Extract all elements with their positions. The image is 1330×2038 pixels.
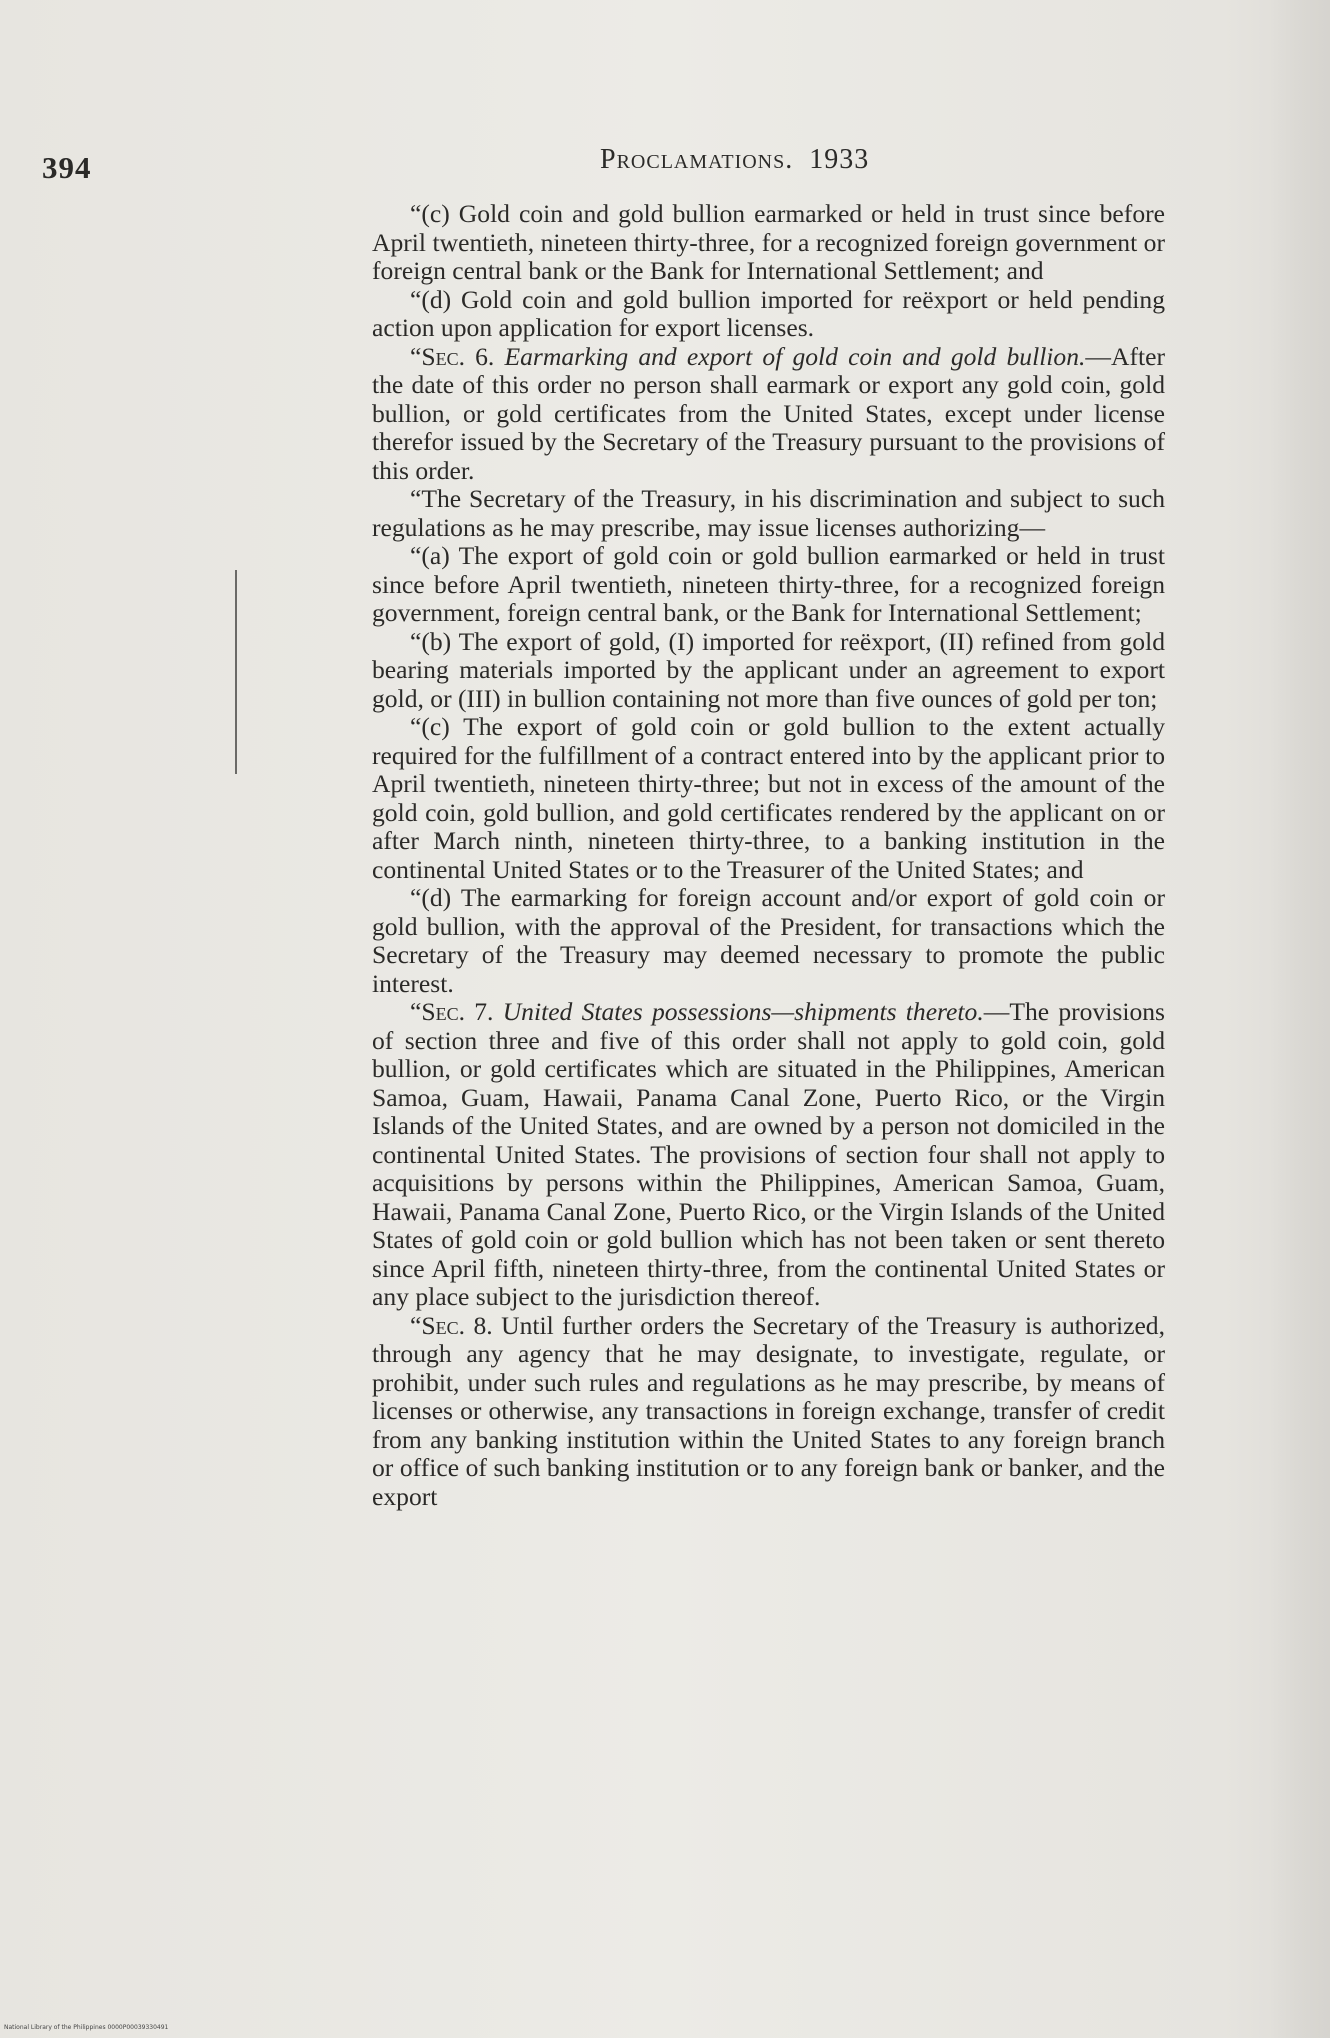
running-head [600,144,940,176]
section-heading: United States possessions—shipments thereto. [502,997,984,1026]
paragraph-c-export: “(c) The export of gold coin or gold bullion to the extent actually required for the fulfillment of a contract entered into by the applicant prior to April twentieth, nineteen thirty-three; but not in excess of the amount of the gold coin, gold bullion, and gold certificates rendered by the applicant on or after March ninth, nineteen thirty-three, to a banking institution in the continental United States or to the Treasurer of the United States; and [372,712,1165,884]
paragraph-a-export: “(a) The export of gold coin or gold bullion earmarked or held in trust since before April twentieth, nineteen thirty-three, for a recognized foreign government, foreign central bank, or the Bank for International Settlement; [372,541,1165,627]
section-7: “Sec. 7. United States possessions—shipments thereto.—The provisions of section three and five of this order shall not apply to gold coin, gold bullion, or gold certificates which are situated in the Philippines, American Samoa, Guam, Hawaii, Panama Canal Zone, Puerto Rico, or the Virgin Islands of the United States, and are owned by a person not domiciled in the continental United States. The provisions of section four shall not apply to acquisitions by persons within the Philippines, American Samoa, Guam, Hawaii, Panama Canal Zone, Puerto Rico, or the Virgin Islands of the United States of gold coin or gold bullion which has not been taken or sent thereto since April fifth, nineteen thirty-three, from the continental United States or any place subject to the jurisdiction thereof. [372,997,1166,1311]
paragraph-licenses: “The Secretary of the Treasury, in his discrimination and subject to such regulations as he may prescribe, may issue licenses authorizing— [372,484,1165,542]
page-shadow [1270,0,1330,2038]
running-head-year: 1933 [809,144,870,175]
text-column [372,200,1165,1511]
running-head-title: Proclamations. [600,144,794,175]
page-number: 394 [42,150,92,185]
section-heading: Earmarking and export of gold coin and gold bullion. [504,341,1086,371]
section-label: “Sec. 6. [410,341,495,371]
section-6: “Sec. 6. Earmarking and export of gold coin and gold bullion.—After the date of this order no person shall earmark or export any gold coin, gold bullion, or gold certificates from the United States, except under license therefor issued by the Secretary of the Treasury pursuant to the provisions of this order. [372,341,1165,485]
paragraph-c-earmarked: “(c) Gold coin and gold bullion earmarked or held in trust since before April twentieth, nineteen thirty-three, for a recognized foreign government or foreign central bank or the Bank for International Settlement; and [372,199,1165,285]
paragraph-d-imported: “(d) Gold coin and gold bullion imported for reëxport or held pending action upon application for export licenses. [372,284,1165,342]
paragraph-d-earmarking: “(d) The earmarking for foreign account and/or export of gold coin or gold bullion, with the approval of the President, for transactions which the Secretary of the Treasury may deemed necessary to promote the public interest. [372,883,1165,998]
section-label: “Sec. 8. [410,1310,493,1340]
margin-rule [235,570,237,774]
paragraph-b-export: “(b) The export of gold, (I) imported for reëxport, (II) refined from gold bearing materials imported by the applicant under an agreement to export gold, or (III) in bullion containing not more than five ounces of gold per ton; [372,626,1165,713]
scan-footer: National Library of the Philippines 0000P00039330491 [4,2024,169,2031]
section-label: “Sec. 7. [410,997,494,1026]
section-8: “Sec. 8. Until further orders the Secretary of the Treasury is authorized, through any agency that he may designate, to investigate, regulate, or prohibit, under such rules and regulations as he may prescribe, by means of licenses or otherwise, any transactions in foreign exchange, transfer of credit from any banking institution within the United States to any foreign branch or office of such banking institution or to any foreign bank or banker, and the export [372,1310,1165,1511]
